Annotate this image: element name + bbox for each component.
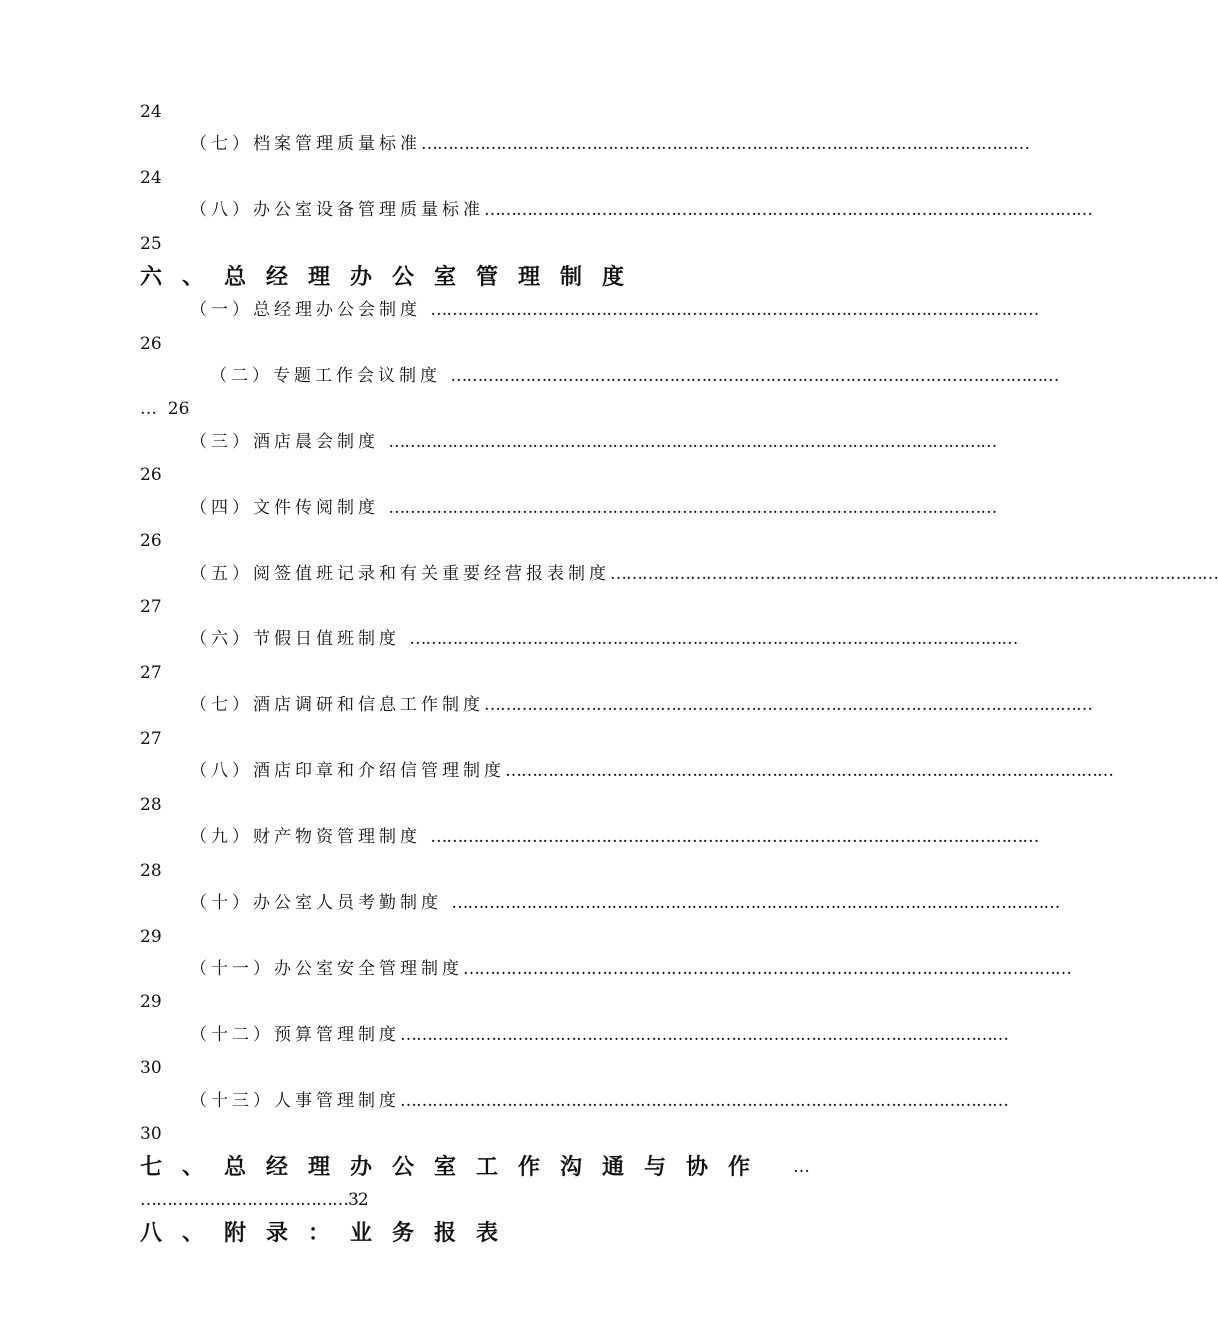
toc-entry-label: （八）办公室设备管理质量标准 bbox=[190, 200, 484, 220]
section-heading-text: 七、总经理办公室工作沟通与协作 bbox=[140, 1154, 771, 1180]
toc-entry[interactable] bbox=[190, 695, 1092, 715]
page-number: 24 bbox=[140, 168, 162, 188]
dot-leader: …………………………………………………………………………………………………… bbox=[451, 893, 1060, 913]
toc-entry-label: （七）酒店调研和信息工作制度 bbox=[190, 695, 484, 715]
dot-leader: …………………………………………………………………………………………………… bbox=[484, 200, 1092, 220]
toc-entry[interactable] bbox=[190, 498, 997, 518]
toc-entry-label: （五）阅签值班记录和有关重要经营报表制度 bbox=[190, 564, 610, 584]
dot-leader: …………………………………………………………………………………………………… bbox=[484, 695, 1092, 715]
toc-entry-label: （九）财产物资管理制度 bbox=[190, 827, 431, 847]
toc-entry-label: （一）总经理办公会制度 bbox=[190, 300, 431, 320]
dot-leader: …………………………………………………………………………………………………… bbox=[450, 366, 1059, 386]
toc-entry[interactable] bbox=[190, 761, 1113, 781]
toc-entry[interactable] bbox=[190, 564, 1218, 584]
toc-entry-label: （十三）人事管理制度 bbox=[190, 1091, 400, 1111]
page-number: 24 bbox=[140, 102, 162, 122]
page-number: 26 bbox=[140, 531, 162, 551]
toc-entry-label: （七）档案管理质量标准 bbox=[190, 134, 421, 154]
toc-entry[interactable] bbox=[190, 959, 1071, 979]
section-heading[interactable]: 八、附录：业务报表 bbox=[140, 1220, 519, 1246]
toc-entry-label: （六）节假日值班制度 bbox=[190, 629, 410, 649]
page-number: 28 bbox=[140, 861, 162, 881]
section-heading[interactable] bbox=[140, 1154, 810, 1180]
toc-entry[interactable] bbox=[190, 300, 1039, 320]
section-heading[interactable]: 六、总经理办公室管理制度 bbox=[140, 264, 645, 290]
dot-leader: …………………………………………………………………………………………………… bbox=[610, 564, 1218, 584]
dot-leader: …………………………………………………………………………………………………… bbox=[388, 498, 997, 518]
dot-leader: …………………………………………………………………………………………………… bbox=[505, 761, 1113, 781]
dot-leader: …………………………………………………………………………………………………… bbox=[409, 629, 1018, 649]
page-number: 27 bbox=[140, 663, 162, 683]
page-number: 26 bbox=[140, 334, 162, 354]
toc-entry[interactable] bbox=[190, 827, 1039, 847]
page-number: 29 bbox=[140, 992, 162, 1012]
page-number: 30 bbox=[140, 1124, 162, 1144]
dot-leader: …………………………………………………………………………………………………… bbox=[430, 300, 1039, 320]
toc-entry-label: （三）酒店晨会制度 bbox=[190, 432, 389, 452]
toc-entry[interactable] bbox=[190, 432, 997, 452]
dot-leader: …………………………………………………………………………………………………… bbox=[388, 432, 997, 452]
toc-entry[interactable] bbox=[190, 893, 1060, 913]
dot-leader: …………………………………………………………………………………………………… bbox=[463, 959, 1071, 979]
page-number: 27 bbox=[140, 597, 162, 617]
toc-entry-label: （二）专题工作会议制度 bbox=[210, 366, 451, 386]
toc-entry[interactable] bbox=[190, 134, 1029, 154]
page-number: 29 bbox=[140, 927, 162, 947]
heading-leader-continuation: …………………………………32 bbox=[140, 1190, 368, 1210]
page-number: 27 bbox=[140, 729, 162, 749]
page-number: 30 bbox=[140, 1058, 162, 1078]
page-number: 26 bbox=[140, 465, 162, 485]
toc-entry-label: （十二）预算管理制度 bbox=[190, 1025, 400, 1045]
page-number: 28 bbox=[140, 795, 162, 815]
dot-leader: …………………………………………………………………………………………………… bbox=[400, 1091, 1008, 1111]
dot-leader: … bbox=[793, 1157, 810, 1177]
dot-leader: …………………………………………………………………………………………………… bbox=[421, 134, 1029, 154]
toc-entry[interactable] bbox=[190, 200, 1092, 220]
toc-entry-label: （四）文件传阅制度 bbox=[190, 498, 389, 518]
toc-entry[interactable] bbox=[210, 366, 1059, 386]
toc-entry[interactable] bbox=[190, 1025, 1008, 1045]
toc-entry-label: （八）酒店印章和介绍信管理制度 bbox=[190, 761, 505, 781]
dot-leader: …………………………………………………………………………………………………… bbox=[430, 827, 1039, 847]
toc-entry-label: （十）办公室人员考勤制度 bbox=[190, 893, 452, 913]
page-number: 25 bbox=[140, 234, 162, 254]
toc-entry[interactable] bbox=[190, 1091, 1008, 1111]
dot-leader: …………………………………………………………………………………………………… bbox=[400, 1025, 1008, 1045]
toc-entry-label: （十一）办公室安全管理制度 bbox=[190, 959, 463, 979]
toc-entry[interactable] bbox=[190, 629, 1018, 649]
page-number: … 26 bbox=[140, 399, 190, 419]
